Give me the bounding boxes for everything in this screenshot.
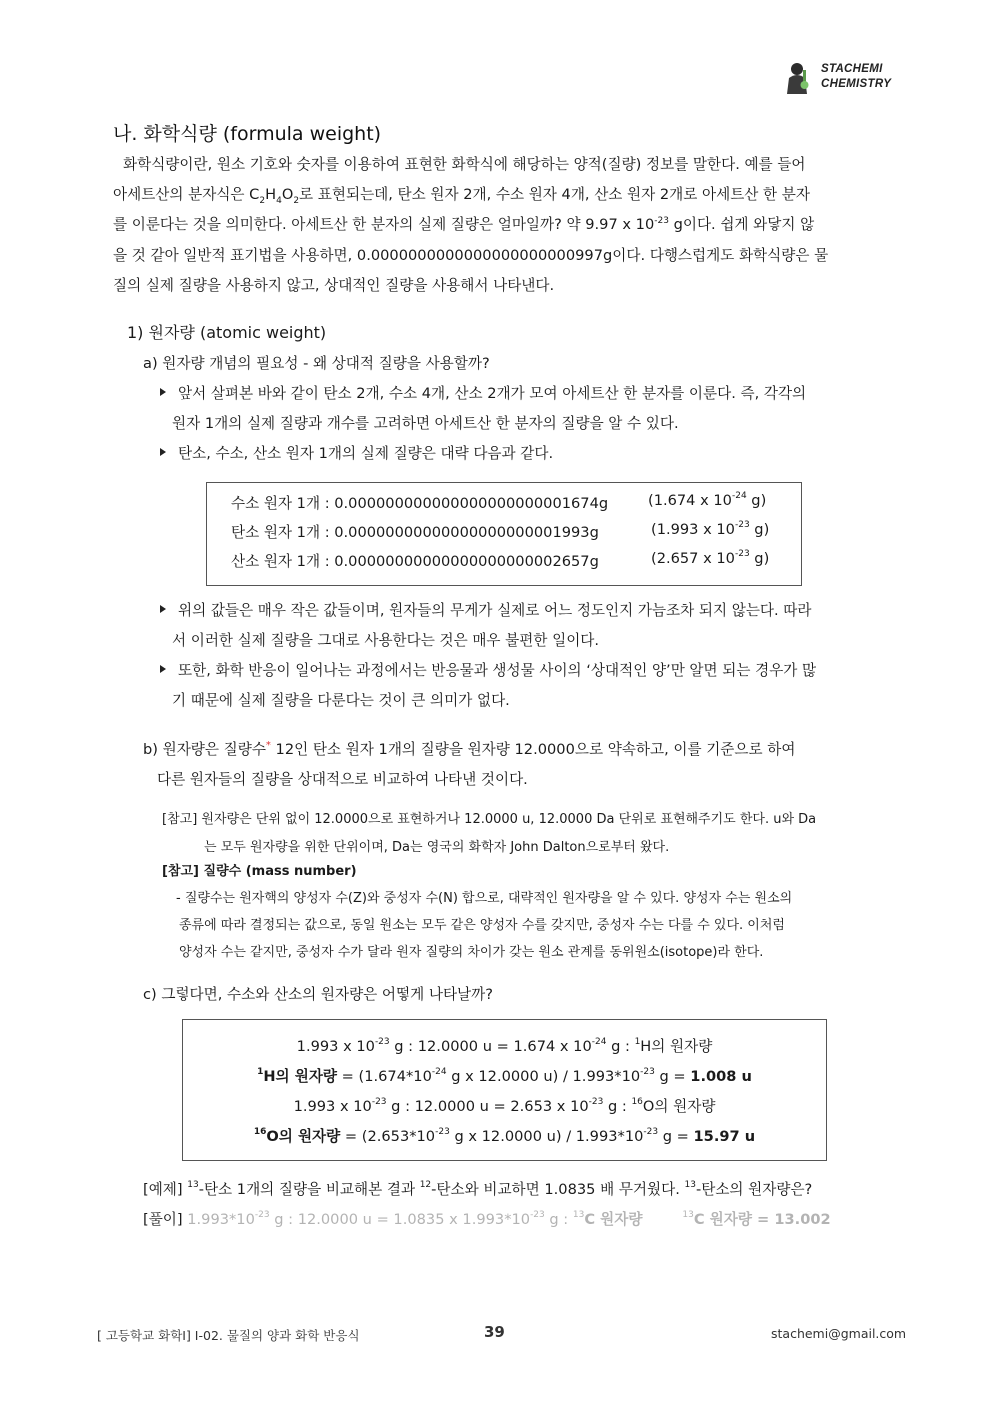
hydrogen-mass: 수소 원자 1개 : 0.000000000000000000000001674g — [231, 495, 609, 512]
atomic-mass-box — [206, 482, 802, 586]
bullet-triangle-icon — [160, 448, 166, 456]
logo-line-2: CHEMISTRY — [821, 78, 892, 90]
section-title: 나. 화학식량 (formula weight) — [113, 123, 382, 145]
calc-row-2: $^1$H의 원자량 = ($1.674*10^{-24}$ g x 12.0000 $u) / 1.993*10^{-23}$ g = 1.008 u — [257, 1067, 752, 1085]
intro-line-2: 아세트산의 분자식은 $C_2H_4O_2$로 표현되는데, 탄소 원자 2개, 수소 원자 4개, 산소 원자 2개로 아세트산 한 분자 — [113, 186, 810, 207]
bullet-2: 탄소, 수소, 산소 원자 1개의 실제 질량은 대략 다음과 같다. — [160, 439, 898, 469]
bullet-1: 앞서 살펴본 바와 같이 탄소 2개, 수소 4개, 산소 2개가 모여 아세트산 한 분자를 이룬다. 즉, 각각의 원자 1개의 실제 질량과 개수를 고려하면 아세트산 한 분자의 질량을 알 수 있다. — [160, 379, 898, 439]
oxygen-mass: 산소 원자 1개 : 0.00000000000000000000002657g — [231, 553, 599, 570]
note-mass-number: [참고] 질량수 (mass number) - 질량수는 원자핵의 양성자 수(Z)와 중성자 수(N) 합으로, 대략적인 원자량을 알 수 있다. 양성자 수는 원소의 종류에 따라 결정되는 값으로, 동일 원소는 모두 같은 양성자 수를 갖지만, 중성자 수는 다를 수 있다. 이처럼 양성자 수는 같지만, 중성자 수가 달라 원자 질량의 차이가 갖는 원소 관계를 동위원소(isotope)라 한다. — [162, 858, 888, 966]
subsection-atomic-weight: 1) 원자량 (atomic weight) — [127, 323, 327, 342]
subsection-a: a) 원자량 개념의 필요성 - 왜 상대적 질량을 사용할까? — [143, 355, 490, 372]
intro-line-1: 화학식량이란, 원소 기호와 숫자를 이용하여 표현한 화학식에 해당하는 양적(질량) 정보를 말한다. 예를 들어 — [123, 156, 806, 173]
oxygen-mass-sci: (2.657 x $10^{-23}$ g) — [651, 549, 770, 567]
footer-email[interactable]: stachemi@gmail.com — [771, 1326, 907, 1341]
bullet-3: 위의 값들은 매우 작은 값들이며, 원자들의 무게가 실제로 어느 정도인지 가늠조차 되지 않는다. 따라 서 이러한 실제 질량을 그대로 사용한다는 것은 매우 불편한 일이다. — [160, 596, 898, 656]
carbon-mass: 탄소 원자 1개 : 0.00000000000000000000001993g — [231, 524, 599, 541]
footer-course: [ 고등학교 화학Ⅰ] Ⅰ-02. 물질의 양과 화학 반응식 — [97, 1328, 360, 1343]
calc-row-3: 1.993 x $10^{-23}$ g : 12.0000 u = 2.653 x $10^{-23}$ g : $^{16}$O의 원자량 — [293, 1097, 716, 1115]
intro-paragraph — [113, 150, 898, 301]
hydrogen-mass-sci: (1.674 x $10^{-24}$ g) — [648, 491, 767, 509]
calculation-box — [182, 1019, 827, 1161]
intro-line-5: 질의 실제 질량을 사용하지 않고, 상대적인 질량을 사용해서 나타낸다. — [113, 276, 555, 294]
logo-line-1: STACHEMI — [821, 63, 883, 75]
note-mass-number-title: [참고] 질량수 (mass number) — [162, 864, 357, 879]
intro-line-3: 를 이룬다는 것을 의미한다. 아세트산 한 분자의 실제 질량은 얼마일까? 약 9.97 x $10^{-23}$ g이다. 쉽게 와닿지 않 — [113, 215, 815, 234]
page-number: 39 — [484, 1323, 505, 1341]
example-solution: [풀이] $1.993*10^{-23}$ g : 12.0000 u = 1.0835 x $1.993*10^{-23}$ g : $^{13}$C 원자량 $^{13}$C 원자량 = 13.002 — [143, 1210, 831, 1228]
bullet-4: 또한, 화학 반응이 일어나는 과정에서는 반응물과 생성물 사이의 ‘상대적인 양’만 알면 되는 경우가 많 기 때문에 실제 질량을 다룬다는 것이 큰 의미가 없다. — [160, 656, 898, 716]
example-question: [예제] $^{13}$-탄소 1개의 질량을 비교해본 결과 $^{12}$-탄소와 비교하면 1.0835 배 무거웠다. $^{13}$-탄소의 원자량은? — [143, 1180, 813, 1198]
bullet-triangle-icon — [160, 605, 166, 613]
logo — [783, 58, 903, 96]
bullet-triangle-icon — [160, 388, 166, 396]
subsection-c: c) 그렇다면, 수소와 산소의 원자량은 어떻게 나타날까? — [143, 986, 493, 1003]
note-units: [참고] 원자량은 단위 없이 12.0000으로 표현하거나 12.0000 u, 12.0000 Da 단위로 표현해주기도 한다. u와 Da 는 모두 원자량을 위한 단위이며, Da는 영국의 화학자 John Dalton으로부터 왔다. — [162, 812, 817, 855]
scientist-icon — [783, 60, 813, 94]
calc-row-1: 1.993 x $10^{-23}$ g : 12.0000 u = 1.674 x $10^{-24}$ g : $^1$H의 원자량 — [296, 1037, 713, 1055]
carbon-mass-sci: (1.993 x $10^{-23}$ g) — [651, 520, 770, 538]
subsection-b: b) 원자량은 질량수* 12인 탄소 원자 1개의 질량을 원자량 12.0000으로 약속하고, 이를 기준으로 하여 다른 원자들의 질량을 상대적으로 비교하여 나타낸 것이다. — [143, 740, 796, 788]
intro-line-4: 을 것 같아 일반적 표기법을 사용하면, 0.0000000000000000000000997g이다. 다행스럽게도 화학식량은 물 — [113, 246, 829, 264]
bullet-triangle-icon — [160, 665, 166, 673]
calc-row-4: $^{16}$O의 원자량 = ($2.653*10^{-23}$ g x 12.0000 $u) / 1.993*10^{-23}$ g = 15.97 u — [253, 1127, 756, 1145]
